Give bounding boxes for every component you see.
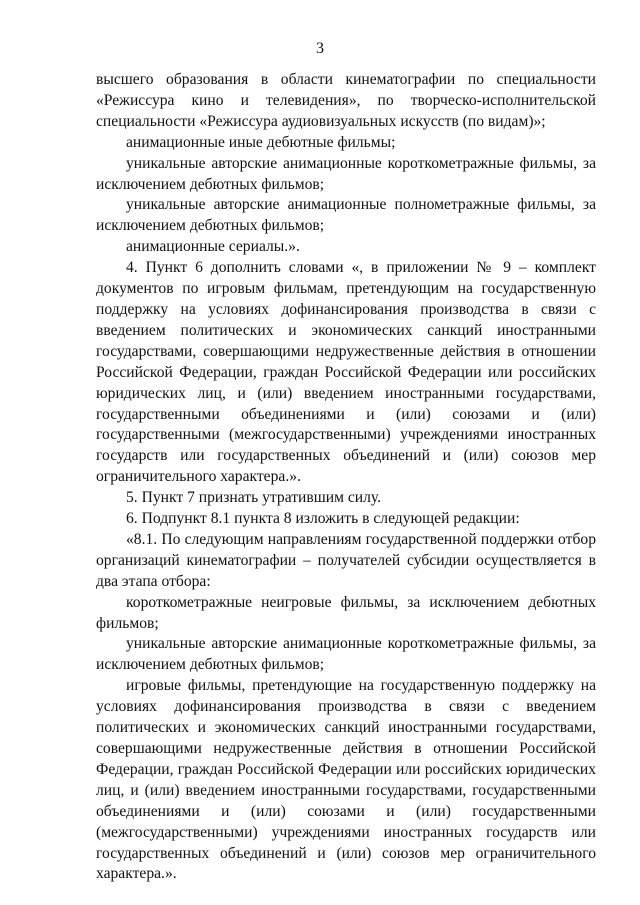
paragraph-4: уникальные авторские анимационные полнометражные фильмы, за исключением дебютных фильмов; xyxy=(96,196,596,235)
page-number: 3 xyxy=(316,40,324,57)
paragraph-2: анимационные иные дебютные фильмы; xyxy=(126,133,396,151)
paragraph-10: короткометражные неигровые фильмы, за исключением дебютных фильмов; xyxy=(96,593,596,632)
paragraph-5: анимационные сериалы.». xyxy=(126,238,300,256)
paragraph-3: уникальные авторские анимационные короткометражные фильмы, за исключением дебютных фильмов; xyxy=(96,154,596,193)
paragraph-1: высшего образования в области кинематографии по специальности «Режиссура кино и телевидения», по творческо-исполнительской специальности «Режиссура аудиовизуальных искусств (по видам)»; xyxy=(96,71,596,130)
document-body xyxy=(96,70,596,885)
paragraph-12: игровые фильмы, претендующие на государственную поддержку на условиях дофинансирования производства в связи с введением политических и экономических санкций иностранными государствами, совершающими недружественные действия в отношении Российской Федерации, граждан Российской Федерации или российских юридических лиц, и (или) введением иностранными государствами, государственными объединениями и (или) союзами и (или) государственными (межгосударственными) учреждениями иностранных государств или государственных объединений и (или) союзов мер ограничительного характера.». xyxy=(96,677,596,883)
paragraph-7: 5. Пункт 7 признать утратившим силу. xyxy=(126,489,382,507)
paragraph-6: 4. Пункт 6 дополнить словами «, в приложении № 9 – комплект документов по игровым фильмам, претендующим на государственную поддержку на условиях дофинансирования производства в связи с введением политических и экономических санкций иностранными государствами, совершающими недружественные действия в отношении Российской Федерации, граждан Российской Федерации или российских юридических лиц, и (или) введением иностранными государствами, государственными объединениями и (или) союзами и (или) государственными (межгосударственными) учреждениями иностранных государств или государственных объединений и (или) союзов мер ограничительного характера.». xyxy=(96,259,596,486)
paragraph-11: уникальные авторские анимационные короткометражные фильмы, за исключением дебютных фильмов; xyxy=(96,635,596,674)
paragraph-8: 6. Подпункт 8.1 пункта 8 изложить в следующей редакции: xyxy=(126,510,520,528)
paragraph-9: «8.1. По следующим направлениям государственной поддержки отбор организаций кинематографии – получателей субсидии осуществляется в два этапа отбора: xyxy=(96,530,596,590)
